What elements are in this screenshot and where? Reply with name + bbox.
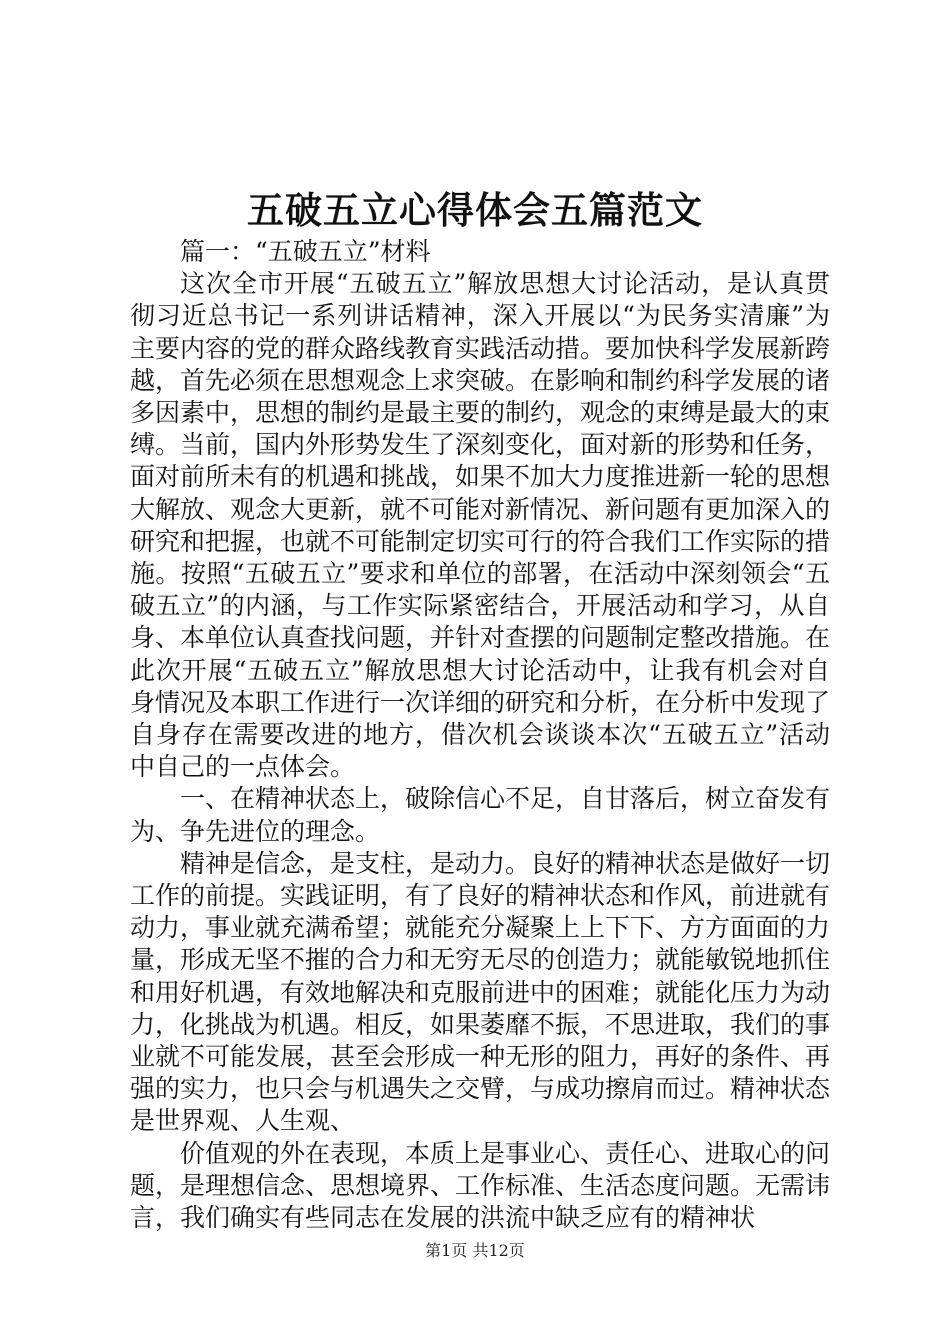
body-paragraph: 精神是信念，是支柱，是动力。良好的精神状态是做好一切工作的前提。实践证明，有了良好的精神状态和作风，前进就有动力，事业就充满希望；就能充分凝聚上上下下、方方面面的力量，形成无坚不摧的合力和无穷无尽的创造力；就能敏锐地抓住和用好机遇，有效地解决和克服前进中的困难；就能化压力为动力，化挑战为机遇。相反，如果萎靡不振，不思进取，我们的事业就不可能发展，甚至会形成一种无形的阻力，再好的条件、再强的实力，也只会与机遇失之交臂，与成功擦肩而过。精神状态是世界观、人生观、 <box>130 848 831 1136</box>
section-heading: 篇一：“五破五立”材料 <box>180 237 431 266</box>
body-paragraph: 这次全市开展“五破五立”解放思想大讨论活动，是认真贯彻习近总书记一系列讲话精神，深入开展以“为民务实清廉”为主要内容的党的群众路线教育实践活动措。要加快科学发展新跨越，首先必须在思想观念上求突破。在影响和制约科学发展的诸多因素中，思想的制约是最主要的制约，观念的束缚是最大的束缚。当前，国内外形势发生了深刻变化，面对新的形势和任务，面对前所未有的机遇和挑战，如果不加大力度推进新一轮的思想大解放、观念大更新，就不可能对新情况、新问题有更加深入的研究和把握，也就不可能制定切实可行的符合我们工作实际的措施。按照“五破五立”要求和单位的部署，在活动中深刻领会“五破五立”的内涵，与工作实际紧密结合，开展活动和学习，从自身、本单位认真查找问题，并针对查摆的问题制定整改措施。在此次开展“五破五立”解放思想大讨论活动中，让我有机会对自身情况及本职工作进行一次详细的研究和分析，在分析中发现了自身存在需要改进的地方，借次机会谈谈本次“五破五立”活动中自己的一点体会。 <box>130 269 831 782</box>
page-footer: 第1页 共12页 <box>425 1241 525 1260</box>
body-paragraph: 价值观的外在表现，本质上是事业心、责任心、进取心的问题，是理想信念、思想境界、工作标准、生活态度问题。无需讳言，我们确实有些同志在发展的洪流中缺乏应有的精神状 <box>130 1138 831 1233</box>
document-body <box>130 236 830 1234</box>
point-heading: 一、在精神状态上，破除信心不足，自甘落后，树立奋发有为、争先进位的理念。 <box>130 784 831 846</box>
document-title: 五破五立心得体会五篇范文 <box>247 188 703 232</box>
